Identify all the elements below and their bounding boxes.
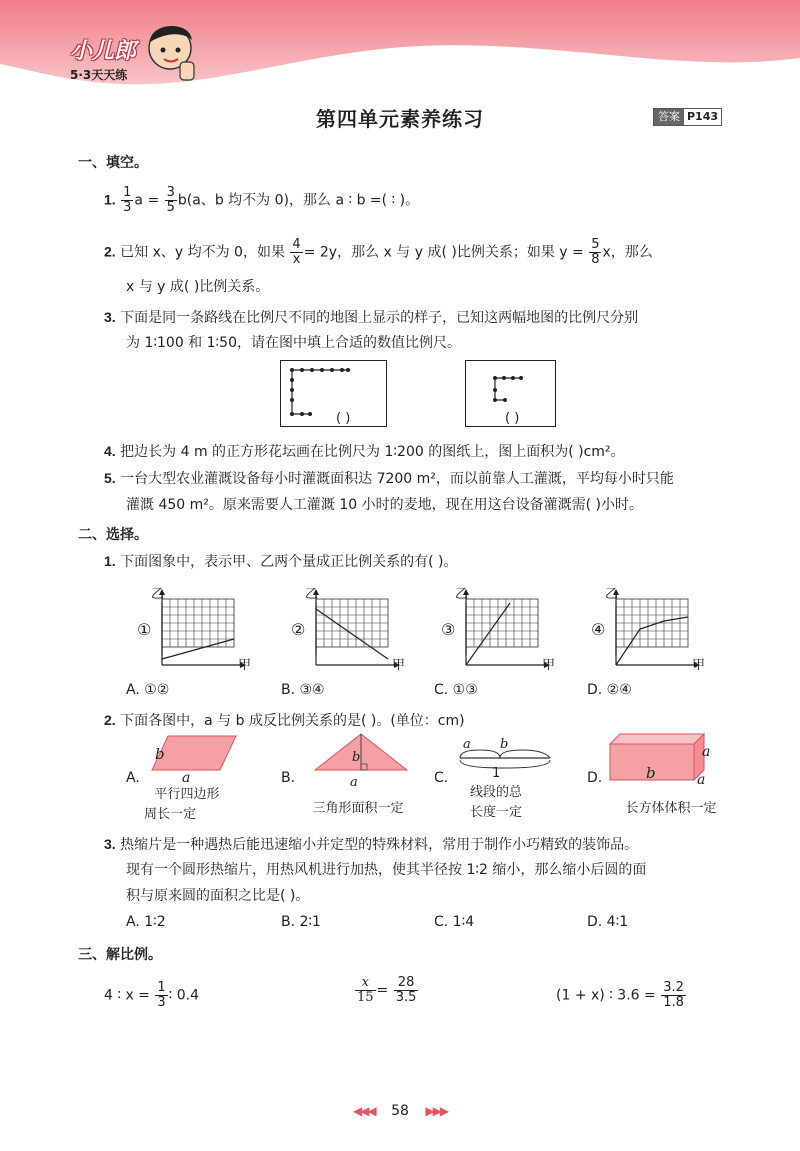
graph-4-y-label: 乙 xyxy=(605,587,619,602)
question-1-4: 4. 把边长为 4 m 的正方形花坛画在比例尺为 1∶200 的图纸上，图上面积为( )cm²。 xyxy=(104,443,625,460)
graph-2 xyxy=(313,589,400,668)
fraction: $\frac{3}{5}$ xyxy=(166,185,175,215)
fig-c-b: b xyxy=(500,737,509,752)
answer-tag[interactable] xyxy=(653,108,722,126)
fraction: $\frac{x}{15}$ xyxy=(357,975,374,1005)
graph-1-y-label: 乙 xyxy=(151,587,165,602)
graph-1-x-label: 甲 xyxy=(238,658,252,673)
answer-tag-label: 答案 xyxy=(654,109,684,125)
fig-d-letter[interactable]: D. xyxy=(587,770,603,786)
option-d[interactable]: D. ②④ xyxy=(587,682,632,698)
option-d-2[interactable]: D. 4∶1 xyxy=(587,914,629,930)
logo-bottom: 5·3天天练 xyxy=(70,68,128,82)
question-1-2: 2. 已知 x、y 均不为 0，如果 $\frac{4}{x}$ = 2y，那么 x 与 y 成( )比例关系；如果 y = $\frac{5}{8}$ x，那么 xyxy=(104,237,653,267)
fraction: $\frac{3.2}{1.8}$ xyxy=(663,980,684,1010)
question-2-3-line3: 积与原来圆的面积之比是( )。 xyxy=(126,888,310,904)
fig-c-caption-1: 线段的总 xyxy=(469,785,522,800)
graph-3-y-label: 乙 xyxy=(455,587,469,602)
graph-4 xyxy=(613,589,700,668)
page-title: 第四单元素养练习 xyxy=(316,107,484,131)
map-box-1 xyxy=(280,360,388,428)
proportion-2: $\frac{x}{15}$ = $\frac{28}{3.5}$ xyxy=(357,975,417,1005)
graph-4-mark: ④ xyxy=(591,620,606,639)
map-scale-blank-2[interactable]: ( ) xyxy=(505,411,520,426)
proportion-1: 4 ∶ x = $\frac{1}{3}$ ∶ 0.4 xyxy=(104,980,200,1010)
option-b-2[interactable]: B. 2∶1 xyxy=(281,914,321,930)
question-1-1: 1. $\frac{1}{3}$ a = $\frac{3}{5}$ b(a、b 均不为 0)，那么 a ∶ b =( ∶ )。 xyxy=(104,185,420,215)
fig-d-caption: 长方体体积一定 xyxy=(625,801,717,816)
fig-b-b: b xyxy=(352,750,361,765)
right-arrows-icon: ▶▶▶ xyxy=(425,1104,448,1118)
left-arrows-icon: ◀◀◀ xyxy=(352,1104,375,1118)
fig-c-caption-2: 长度一定 xyxy=(469,805,522,820)
graph-4-x-label: 甲 xyxy=(692,658,706,673)
logo xyxy=(70,34,136,83)
fig-c-letter[interactable]: C. xyxy=(434,770,449,786)
option-b[interactable]: B. ③④ xyxy=(281,682,325,698)
graph-3-x-label: 甲 xyxy=(542,658,556,673)
graph-3 xyxy=(463,589,550,668)
graph-2-mark: ② xyxy=(291,620,306,639)
graph-2-x-label: 甲 xyxy=(392,658,406,673)
fig-d-a2: a xyxy=(697,772,706,788)
logo-top: 小儿郎 xyxy=(70,39,137,64)
fraction: $\frac{28}{3.5}$ xyxy=(395,975,417,1005)
graph-1 xyxy=(159,589,246,668)
fig-d-a1: a xyxy=(702,744,711,760)
fig-a-caption-1: 平行四边形 xyxy=(154,787,220,802)
question-1-3: 3. 下面是同一条路线在比例尺不同的地图上显示的样子，已知这两幅地图的比例尺分别 xyxy=(104,309,639,326)
fraction: $\frac{1}{3}$ xyxy=(157,980,166,1010)
question-2-1: 1. 下面图象中，表示甲、乙两个量成正比例关系的有( )。 xyxy=(104,553,458,570)
fig-a-a: a xyxy=(182,770,191,786)
page-number xyxy=(0,1103,800,1119)
fig-d-b: b xyxy=(646,764,656,782)
fig-a-b: b xyxy=(155,745,165,763)
fraction: $\frac{5}{8}$ xyxy=(591,237,600,267)
fraction: $\frac{4}{x}$ xyxy=(292,237,301,267)
section-heading-fill: 一、填空。 xyxy=(78,155,148,171)
question-2-3-line2: 现有一个圆形热缩片，用热风机进行加热，使其半径按 1∶2 缩小，那么缩小后圆的面 xyxy=(126,862,647,878)
fig-c-a: a xyxy=(463,737,471,752)
option-a[interactable]: A. ①② xyxy=(126,682,170,698)
fig-a-letter[interactable]: A. xyxy=(126,770,140,786)
question-1-2-line2: x 与 y 成( )比例关系。 xyxy=(126,279,270,295)
question-2-2: 2. 下面各图中，a 与 b 成反比例关系的是( )。(单位：cm) xyxy=(104,712,465,729)
page-number-text: 58 xyxy=(391,1103,409,1119)
proportion-3: (1 + x) ∶ 3.6 = $\frac{3.2}{1.8}$ xyxy=(556,980,684,1010)
question-2-3: 3. 热缩片是一种遇热后能迅速缩小并定型的特殊材料，常用于制作小巧精致的装饰品。 xyxy=(104,836,639,853)
fig-a-caption-2: 周长一定 xyxy=(143,807,196,822)
option-c-2[interactable]: C. 1∶4 xyxy=(434,914,475,930)
question-1-5: 5. 一台大型农业灌溉设备每小时灌溉面积达 7200 m²，而以前靠人工灌溉，平均每小时只能 xyxy=(104,470,674,487)
fig-b-a: a xyxy=(350,775,358,790)
fraction: $\frac{1}{3}$ xyxy=(123,185,132,215)
section-heading-solve: 三、解比例。 xyxy=(78,947,162,963)
section-heading-choice: 二、选择。 xyxy=(78,527,148,543)
option-c[interactable]: C. ①③ xyxy=(434,682,478,698)
fig-c-one: 1 xyxy=(492,766,501,781)
graph-1-mark: ① xyxy=(137,620,152,639)
option-a-2[interactable]: A. 1∶2 xyxy=(126,914,166,930)
graph-2-y-label: 乙 xyxy=(305,587,319,602)
answer-tag-page: P143 xyxy=(687,110,719,123)
graph-3-mark: ③ xyxy=(441,620,456,639)
fig-b-caption: 三角形面积一定 xyxy=(312,801,404,816)
fig-b-letter[interactable]: B. xyxy=(281,770,296,786)
question-1-5-line2: 灌溉 450 m²。原来需要人工灌溉 10 小时的麦地，现在用这台设备灌溉需( )小时。 xyxy=(126,497,643,513)
map-scale-blank-1[interactable]: ( ) xyxy=(336,411,351,426)
question-1-3-line2: 为 1∶100 和 1∶50，请在图中填上合适的数值比例尺。 xyxy=(126,335,461,351)
